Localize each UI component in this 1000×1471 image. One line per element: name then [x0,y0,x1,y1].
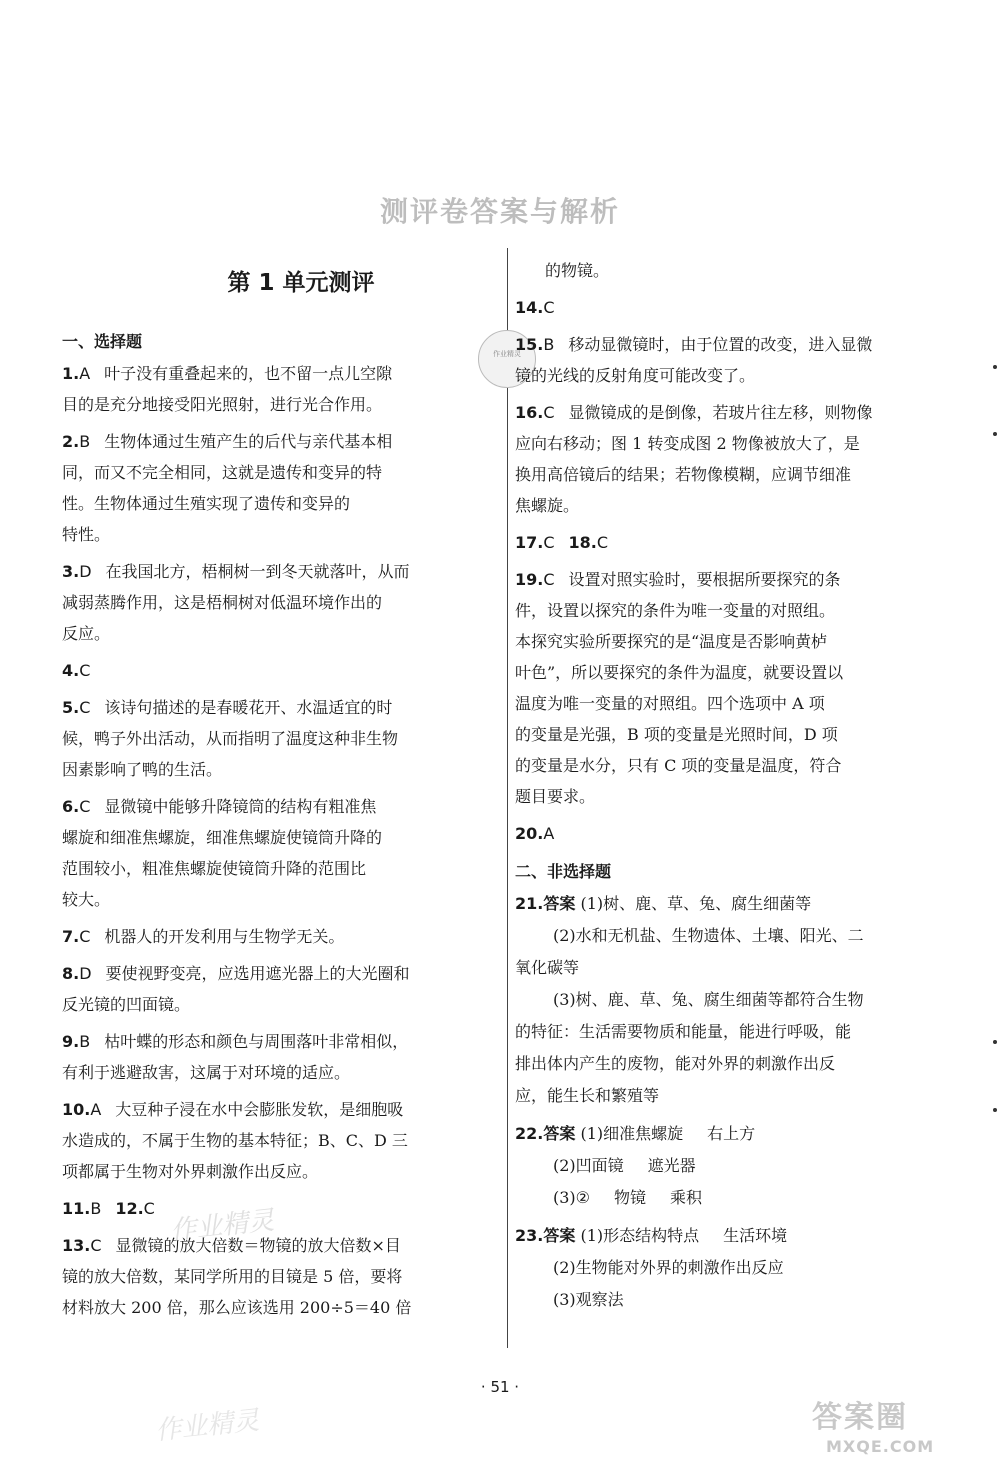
question-23: 23.答案 (1)形态结构特点 生活环境 (2)生物能对外界的刺激作出反应 (3)观察法 [515,1226,788,1309]
question-6: 6.C 显微镜中能够升降镜筒的结构有粗准焦 螺旋和细准焦螺旋，细准焦螺旋使镜筒升降的 范围较小，粗准焦螺旋使镜筒升降的范围比 较大。 [62,797,383,909]
question-8: 8.D 要使视野变亮，应选用遮光器上的大光圈和 反光镜的凹面镜。 [62,964,410,1014]
question-20: 20.A [515,824,555,843]
section-nonchoice-heading: 二、非选择题 [515,862,612,881]
question-14: 14.C [515,298,555,317]
page-title: 测评卷答案与解析 [379,195,620,228]
edge-mark [993,1040,997,1044]
question-17-18: 17.C 18.C [515,533,609,552]
question-7: 7.C 机器人的开发利用与生物学无关。 [62,927,345,946]
watermark-brand-logo: 答案圈 MXQE.COM [812,1400,935,1456]
question-5: 5.C 该诗句描述的是春暖花开、水温适宜的时 候，鸭子外出活动，从而指明了温度这种非生物 因素影响了鸭的生活。 [62,698,399,779]
section-choice-heading: 一、选择题 [62,332,143,351]
edge-mark [993,365,997,369]
question-10: 10.A 大豆种子浸在水中会膨胀发软，是细胞吸 水造成的，不属于生物的基本特征；B、C、D 三 项都属于生物对外界刺激作出反应。 [62,1100,408,1181]
column-divider [507,248,508,1348]
page-number: · 51 · [480,1378,520,1396]
question-22: 22.答案 (1)细准焦螺旋 右上方 (2)凹面镜 遮光器 (3)② 物镜 乘积 [515,1124,756,1207]
question-9: 9.B 枯叶蝶的形态和颜色与周围落叶非常相似， 有利于逃避敌害，这属于对环境的适应。 [62,1032,409,1082]
question-2: 2.B 生物体通过生殖产生的后代与亲代基本相 同，而又不完全相同，这就是遗传和变异的特 性。生物体通过生殖实现了遗传和变异的 特性。 [62,432,393,544]
question-19: 19.C 设置对照实验时，要根据所要探究的条 件，设置以探究的条件为唯一变量的对照组。 本探究实验所要探究的是“温度是否影响黄栌 叶色”，所以要探究的条件为温度，就要设置以 温度为唯一变量的对照组。四个选项中 A 项 的变量是光强，B 项的变量是光照时间，D 项 的变量是水分，只有 C 项的变量是温度，符合 题目要求。 [515,570,844,806]
edge-mark [993,432,997,436]
question-13: 13.C 显微镜的放大倍数＝物镜的放大倍数×目 镜的放大倍数，某同学所用的目镜是 5 倍，要将 材料放大 200 倍，那么应该选用 200÷5＝40 倍 [62,1236,412,1317]
question-3: 3.D 在我国北方，梧桐树一到冬天就落叶，从而 减弱蒸腾作用，这是梧桐树对低温环境作出的 反应。 [62,562,410,643]
question-11-12: 11.B 12.C [62,1199,155,1218]
watermark-stamp: 作业精灵 [478,330,536,388]
right-column [515,255,945,1322]
question-21: 21.答案 (1)树、鹿、草、兔、腐生细菌等 (2)水和无机盐、生物遗体、土壤、阳光、二 氧化碳等 (3)树、鹿、草、兔、腐生细菌等都符合生物 的特征：生活需要物质和能量，能进行呼吸，能 排出体内产生的废物，能对外界的刺激作出反 应，能生长和繁殖等 [515,894,864,1105]
watermark-handwritten-bottom: 作业精灵 [153,1405,261,1447]
question-1: 1.A 叶子没有重叠起来的，也不留一点儿空隙 目的是充分地接受阳光照射，进行光合作用。 [62,364,393,414]
unit-title: 第 1 单元测评 [227,270,375,296]
question-15: 15.B 移动显微镜时，由于位置的改变，进入显微 镜的光线的反射角度可能改变了。 [515,335,873,385]
left-column [62,255,500,1329]
edge-mark [993,1108,997,1112]
watermark-handwritten: 作业精灵 [168,1205,276,1247]
question-16: 16.C 显微镜成的是倒像，若玻片往左移，则物像 应向右移动；图 1 转变成图 2 物像被放大了，是 换用高倍镜后的结果；若物像模糊，应调节细准 焦螺旋。 [515,403,873,515]
question-4: 4.C [62,661,91,680]
question-13-continued: 的物镜。 [545,261,610,280]
